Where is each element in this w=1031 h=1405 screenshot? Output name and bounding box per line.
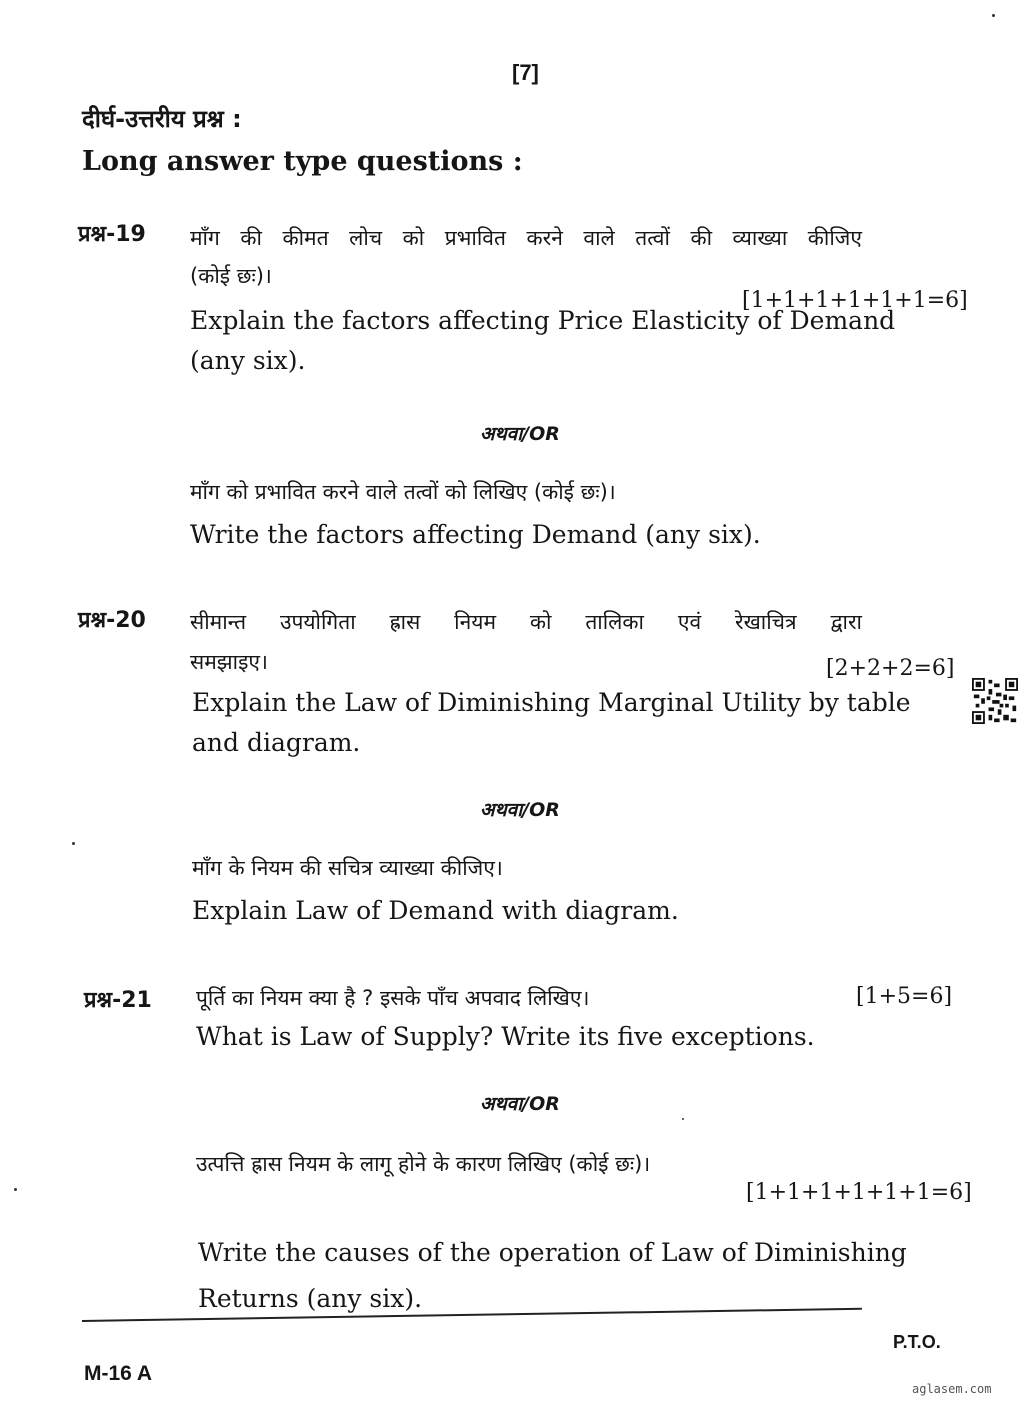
alternate-question-hindi: माँग के नियम की सचित्र व्याख्या कीजिए।	[192, 856, 503, 880]
alternate-question-english: Write the factors affecting Demand (any six).	[190, 520, 761, 549]
scan-speck	[72, 842, 75, 845]
question-label: प्रश्न-19	[78, 222, 146, 247]
marks-distribution: [1+5=6]	[856, 984, 953, 1009]
or-separator: अथवा/OR	[480, 423, 560, 445]
scan-speck	[682, 1118, 684, 1120]
alternate-question-hindi: उत्पत्ति ह्रास नियम के लागू होने के कारण लिखिए (कोई छः)।	[196, 1152, 651, 1176]
question-label: प्रश्न-20	[78, 608, 146, 633]
alternate-question-english: Write the causes of the operation of Law of Diminishing	[198, 1238, 907, 1267]
pto-label: P.T.O.	[893, 1332, 941, 1352]
scan-speck	[14, 1188, 17, 1191]
marks-distribution: [2+2+2=6]	[826, 656, 955, 681]
alternate-question-english-cont: Returns (any six).	[198, 1284, 423, 1313]
section-heading-english: Long answer type questions :	[82, 146, 523, 177]
or-separator: अथवा/OR	[480, 1093, 560, 1115]
scan-speck	[992, 14, 995, 17]
question-text-english: What is Law of Supply? Write its five exceptions.	[196, 1022, 815, 1051]
section-heading-hindi: दीर्घ-उत्तरीय प्रश्न :	[82, 105, 242, 133]
question-text-hindi: सीमान्त उपयोगिता ह्रास नियम को तालिका एवं रेखाचित्र द्वारा	[190, 610, 862, 634]
qr-code-icon	[972, 678, 1018, 724]
question-text-hindi: माँग की कीमत लोच को प्रभावित करने वाले तत्वों की व्याख्या कीजिए	[190, 226, 862, 250]
question-text-hindi: पूर्ति का नियम क्या है ? इसके पाँच अपवाद लिखिए।	[196, 986, 590, 1010]
watermark-text: aglasem.com	[912, 1382, 992, 1396]
question-label: प्रश्न-21	[84, 988, 152, 1013]
question-text-english-cont: (any six).	[190, 346, 306, 375]
question-text-hindi-cont: समझाइए।	[190, 650, 268, 674]
alternate-question-english: Explain Law of Demand with diagram.	[192, 896, 679, 925]
question-text-english: Explain the factors affecting Price Elasticity of Demand	[190, 306, 896, 335]
question-text-english: Explain the Law of Diminishing Marginal Utility by table	[192, 688, 911, 717]
or-separator: अथवा/OR	[480, 799, 560, 821]
marks-distribution: [1+1+1+1+1+1=6]	[742, 288, 968, 313]
question-text-hindi-cont: (कोई छः)।	[190, 264, 272, 288]
question-text-english-cont: and diagram.	[192, 728, 361, 757]
alternate-question-hindi: माँग को प्रभावित करने वाले तत्वों को लिखिए (कोई छः)।	[190, 480, 616, 504]
page-number: [7]	[512, 60, 539, 85]
alternate-marks-distribution: [1+1+1+1+1+1=6]	[746, 1180, 972, 1205]
paper-code: M-16 A	[84, 1362, 153, 1385]
